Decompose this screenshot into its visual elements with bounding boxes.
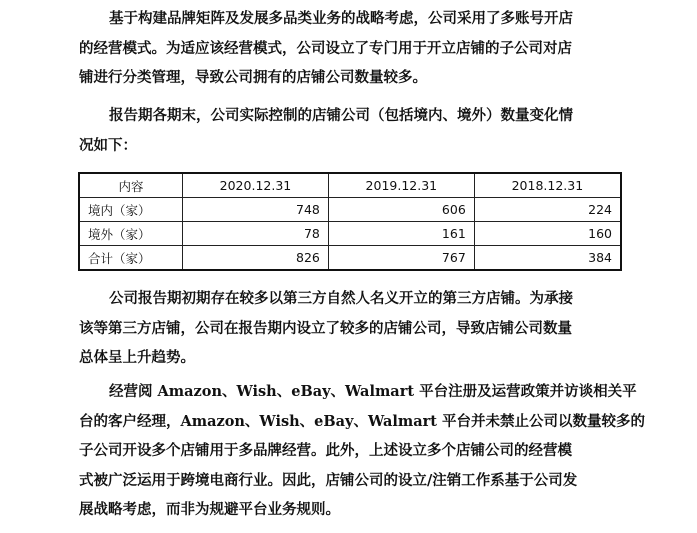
text-line: 基于构建品牌矩阵及发展多品类业务的战略考虑，公司采用了多账号开店 — [109, 10, 573, 27]
text-line: 台的客户经理，Amazon、Wish、eBay、Walmart 平台并未禁止公司以数量较多的 — [79, 412, 646, 430]
paragraph-strategy — [79, 4, 619, 93]
text-line: 报告期各期末，公司实际控制的店铺公司（包括境内、境外）数量变化情 — [109, 107, 573, 124]
text-line: 的经营模式。为适应该经营模式，公司设立了专门用于开立店铺的子公司对店 — [79, 39, 572, 57]
table-cell: 767 — [328, 246, 474, 271]
table-header-row — [79, 173, 621, 198]
header-cell: 2018.12.31 — [474, 173, 621, 198]
text-line: 经营阅 Amazon、Wish、eBay、Walmart 平台注册及运营政策并访谈相关平 — [109, 383, 637, 400]
table-cell: 606 — [328, 198, 474, 222]
text-line: 展战略考虑，而非为规避平台业务规则。 — [79, 501, 340, 518]
table-cell: 160 — [474, 222, 621, 246]
row-label: 境内（家） — [79, 198, 183, 222]
table-cell: 748 — [183, 198, 329, 222]
row-label: 境外（家） — [79, 222, 183, 246]
table-cell: 826 — [183, 246, 329, 271]
header-cell: 内容 — [79, 173, 183, 198]
text-line: 况如下： — [79, 136, 137, 154]
text-line: 公司报告期初期存在较多以第三方自然人名义开立的第三方店铺。为承接 — [109, 290, 573, 307]
table-row — [79, 198, 621, 222]
header-cell: 2019.12.31 — [328, 173, 474, 198]
table-row — [79, 222, 621, 246]
table-cell: 224 — [474, 198, 621, 222]
paragraph-table-intro — [79, 101, 619, 160]
table-cell: 384 — [474, 246, 621, 271]
text-line: 总体呈上升趋势。 — [79, 349, 195, 366]
text-line: 铺进行分类管理，导致公司拥有的店铺公司数量较多。 — [79, 69, 427, 86]
text-line: 子公司开设多个店铺用于多品牌经营。此外，上述设立多个店铺公司的经营模 — [79, 442, 572, 459]
store-company-count-table — [78, 172, 622, 271]
header-cell: 2020.12.31 — [183, 173, 329, 198]
row-label: 合计（家） — [79, 246, 183, 271]
text-line: 式被广泛运用于跨境电商行业。因此，店铺公司的设立/注销工作系基于公司发 — [79, 471, 578, 489]
table-cell: 161 — [328, 222, 474, 246]
table-row — [79, 246, 621, 271]
text-line: 该等第三方店铺，公司在报告期内设立了较多的店铺公司，导致店铺公司数量 — [79, 319, 572, 337]
paragraph-third-party-stores — [79, 284, 619, 373]
table-cell: 78 — [183, 222, 329, 246]
paragraph-platform-policy — [79, 377, 646, 525]
